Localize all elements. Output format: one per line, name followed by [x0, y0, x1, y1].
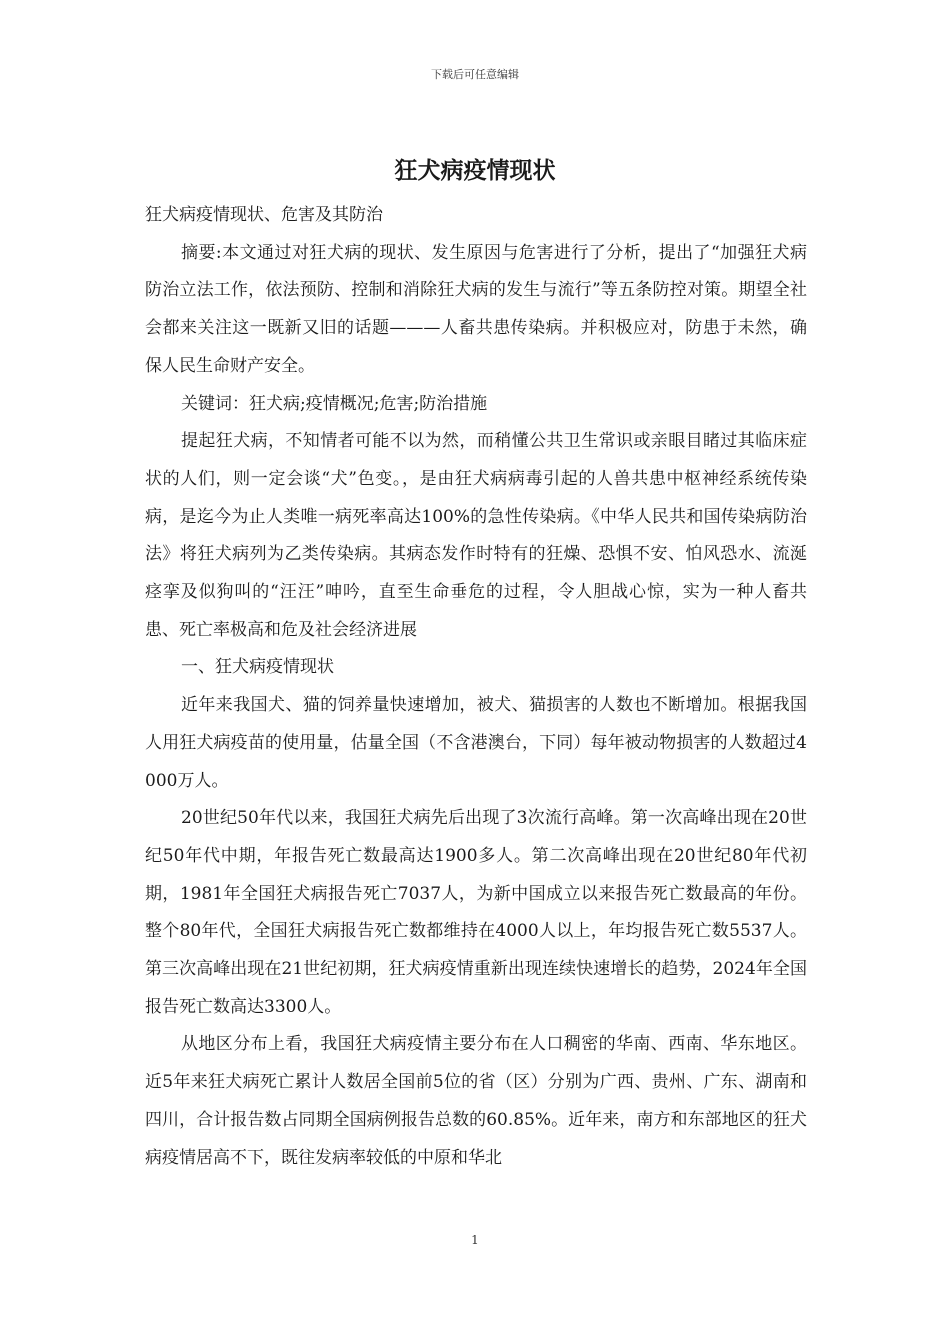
- body-paragraph: 从地区分布上看，我国狂犬病疫情主要分布在人口稠密的华南、西南、华东地区。近5年来狂犬病死亡累计人数居全国前5位的省（区）分别为广西、贵州、广东、湖南和四川，合计报告数占同期全国病例报告总数的60.85%。近年来，南方和东部地区的狂犬病疫情居高不下，既往发病率较低的中原和华北: [145, 1034, 807, 1168]
- document-subtitle: 狂犬病疫情现状、危害及其防治: [145, 205, 383, 225]
- section-heading: 一、狂犬病疫情现状: [181, 657, 334, 678]
- keywords-line: 关键词：狂犬病;疫情概况;危害;防治措施: [181, 393, 488, 414]
- page-number: 1: [471, 1233, 479, 1247]
- intro-paragraph: 提起狂犬病，不知情者可能不以为然，而稍懂公共卫生常识或亲眼目睹过其临床症状的人们，则一定会谈“犬”色变。，是由狂犬病病毒引起的人兽共患中枢神经系统传染病，是迄今为止人类唯一病死率高达100%的急性传染病。《中华人民共和国传染病防治法》将狂犬病列为乙类传染病。其病态发作时特有的狂燥、恐惧不安、怕风恐水、流涎痉挛及似狗叫的“汪汪”呻吟，直至生命垂危的过程，令人胆战心惊，实为一种人畜共患、死亡率极高和危及社会经济进展: [145, 431, 807, 640]
- header-note: 下载后可任意编辑: [431, 68, 519, 81]
- abstract-paragraph: 摘要:本文通过对狂犬病的现状、发生原因与危害进行了分析，提出了“加强狂犬病防治立法工作，依法预防、控制和消除狂犬病的发生与流行”等五条防控对策。期望全社会都来关注这一既新又旧的话题———人畜共患传染病。并积极应对，防患于未然，确保人民生命财产安全。: [145, 242, 807, 376]
- document-body: [145, 197, 807, 1177]
- body-paragraph: 近年来我国犬、猫的饲养量快速增加，被犬、猫损害的人数也不断增加。根据我国人用狂犬病疫苗的使用量，估量全国（不含港澳台，下同）每年被动物损害的人数超过4000万人。: [145, 695, 807, 791]
- document-title: 狂犬病疫情现状: [394, 158, 556, 184]
- body-paragraph: 20世纪50年代以来，我国狂犬病先后出现了3次流行高峰。第一次高峰出现在20世纪50年代中期，年报告死亡数最高达1900多人。第二次高峰出现在20世纪80年代初期，1981年全国狂犬病报告死亡7037人，为新中国成立以来报告死亡数最高的年份。整个80年代，全国狂犬病报告死亡数都维持在4000人以上，年均报告死亡数5537人。第三次高峰出现在21世纪初期，狂犬病疫情重新出现连续快速增长的趋势，2024年全国报告死亡数高达3300人。: [145, 808, 807, 1017]
